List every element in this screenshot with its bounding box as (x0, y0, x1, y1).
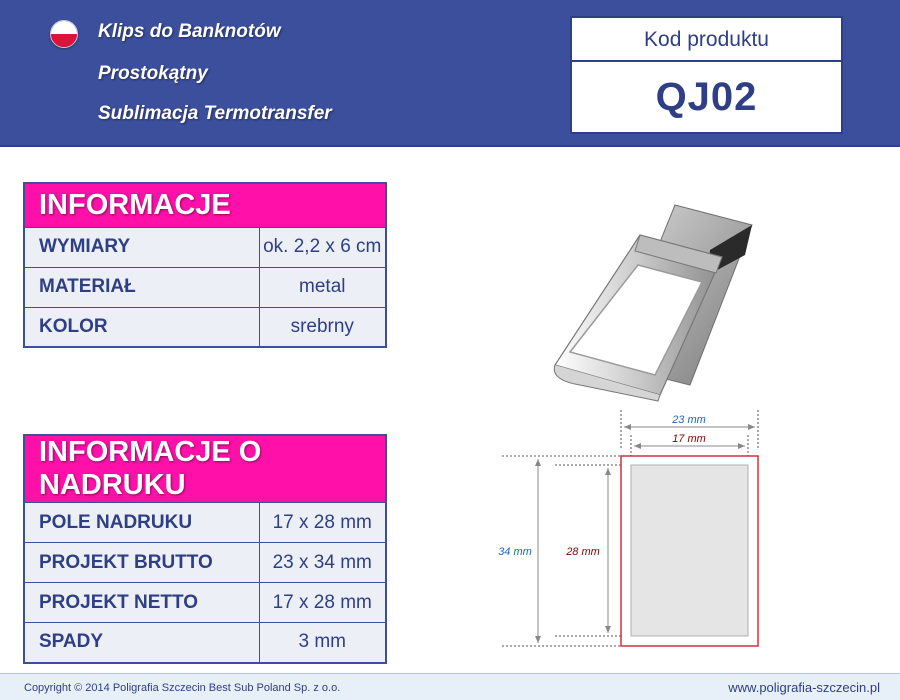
table-row (24, 267, 386, 307)
table-row (24, 543, 386, 583)
width-inner-label: 17 mm (672, 433, 706, 445)
product-name: Klips do Banknotów (98, 21, 281, 42)
print-info-label: SPADY (24, 623, 259, 663)
footer (0, 673, 900, 700)
table-row (24, 583, 386, 623)
print-info-value: 17 x 28 mm (259, 503, 386, 543)
print-technique: Sublimacja Termotransfer (98, 103, 332, 124)
info-table (23, 182, 387, 348)
print-info-table (23, 434, 387, 664)
print-info-value: 17 x 28 mm (259, 583, 386, 623)
copyright-text: Copyright © 2014 Poligrafia Szczecin Best Sub Poland Sp. z o.o. (24, 682, 341, 694)
product-code-value: QJ02 (655, 75, 758, 119)
height-inner-label: 28 mm (566, 546, 600, 558)
info-label: MATERIAŁ (24, 267, 259, 307)
info-value: ok. 2,2 x 6 cm (259, 227, 386, 267)
height-outer-label: 34 mm (498, 546, 532, 558)
print-field (631, 465, 748, 636)
table-row (24, 503, 386, 543)
print-info-label: POLE NADRUKU (24, 503, 259, 543)
product-code-label: Kod produktu (572, 18, 841, 62)
website-link[interactable]: www.poligrafia-szczecin.pl (728, 680, 880, 695)
product-shape: Prostokątny (98, 63, 208, 84)
money-clip-image (540, 195, 760, 405)
info-label: KOLOR (24, 307, 259, 347)
width-outer-label: 23 mm (672, 414, 706, 426)
print-info-value: 23 x 34 mm (259, 543, 386, 583)
table-row (24, 227, 386, 267)
poland-flag-icon (50, 20, 78, 48)
table-row (24, 307, 386, 347)
info-value: metal (259, 267, 386, 307)
table-row (24, 623, 386, 663)
print-info-label: PROJEKT BRUTTO (24, 543, 259, 583)
header-banner (0, 0, 900, 147)
info-label: WYMIARY (24, 227, 259, 267)
print-info-label: PROJEKT NETTO (24, 583, 259, 623)
info-value: srebrny (259, 307, 386, 347)
print-info-value: 3 mm (259, 623, 386, 663)
print-info-table-title: INFORMACJE O NADRUKU (24, 435, 386, 503)
print-area-diagram (490, 400, 790, 660)
product-code-box (570, 16, 843, 134)
info-table-title: INFORMACJE (24, 183, 386, 227)
